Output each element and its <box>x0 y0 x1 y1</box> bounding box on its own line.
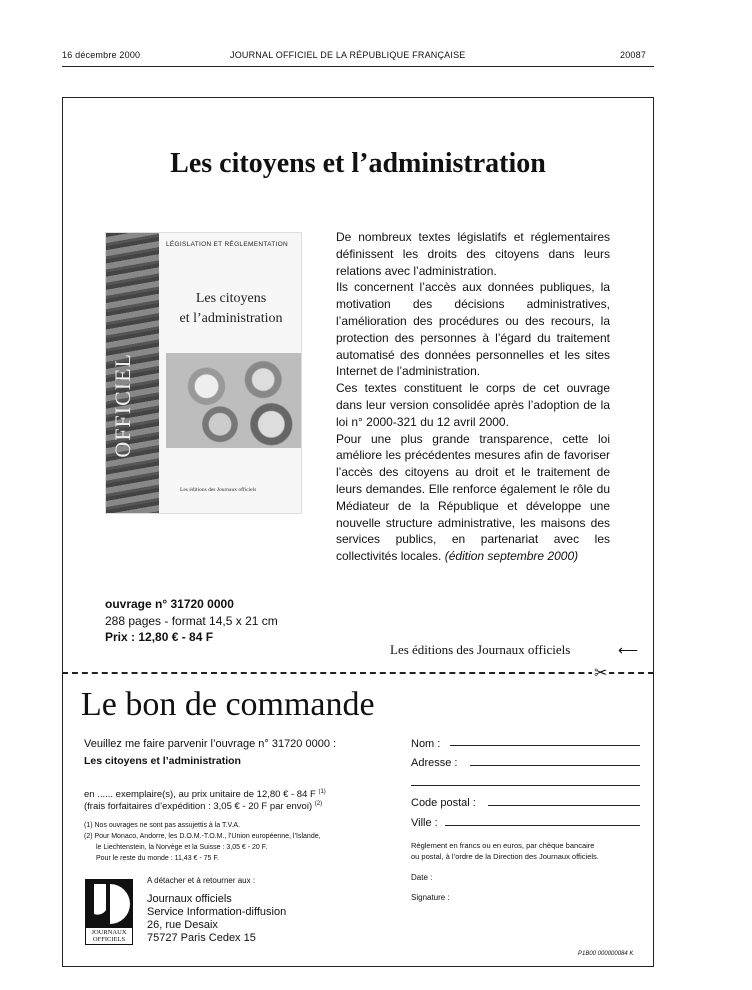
order-form-title: Le bon de commande <box>81 686 375 723</box>
description-paragraph-text: Pour une plus grande transparence, cette loi améliore les précédentes mesures afin de favoriser l’accès des citoyens au droit et le traitement de leurs demandes. Elle renforce également le rôle du Médiateur de la République et développe une nouvelle structure administrative, les maisons des services publics, en partenariat avec les collectivités locales. <box>336 431 610 564</box>
header-date: 16 décembre 2000 <box>62 50 141 60</box>
book-cover-image <box>105 232 302 514</box>
code-postal-field[interactable] <box>488 805 640 806</box>
adresse-field[interactable] <box>470 765 640 766</box>
scissors-icon: ✂ <box>594 665 608 682</box>
order-request-line: Veuillez me faire parvenir l’ouvrage n° 31720 0000 : <box>84 738 337 750</box>
code-postal-label: Code postal : <box>411 797 476 809</box>
signature-label: Signature : <box>411 893 450 902</box>
date-label: Date : <box>411 873 433 882</box>
book-cover-title-line1: Les citoyens <box>195 291 267 306</box>
payment-instructions: Règlement en francs ou en euros, par chèque bancaire <box>411 841 595 850</box>
ad-title: Les citoyens et l’administration <box>170 148 546 179</box>
jo-logo-icon <box>86 880 132 928</box>
description-paragraph <box>336 431 610 565</box>
logo-text-line2: OFFICIELS <box>92 936 126 943</box>
header-page-number: 20087 <box>620 50 647 60</box>
book-cover-series: LÉGISLATION ET RÉGLEMENTATION <box>166 241 288 248</box>
footnote-2-line2: le Liechtenstein, la Norvège et la Suisse : 3,05 € - 20 F. <box>96 844 268 851</box>
address-line: 26, rue Desaix <box>147 919 218 931</box>
header-rule <box>62 66 654 67</box>
address-line: 75727 Paris Cedex 15 <box>147 932 256 944</box>
ouvrage-format: 288 pages - format 14,5 x 21 cm <box>105 613 278 628</box>
ouvrage-info <box>105 596 278 646</box>
logo-text-line1: JOURNAUX <box>91 929 127 936</box>
edition-note: (édition septembre 2000) <box>444 549 579 564</box>
return-address <box>147 893 286 945</box>
order-shipping-text: (frais forfaitaires d’expédition : 3,05 € - 20 F par envoi) <box>84 801 313 813</box>
payment-instructions-line2: ou postal, à l’ordre de la Direction des Journaux officiels. <box>411 852 599 861</box>
ville-field[interactable] <box>445 825 640 826</box>
arrow-left-icon: ⟵ <box>618 642 639 658</box>
book-cover-title <box>161 289 301 329</box>
book-cover-publisher: Les éditions des Journaux officiels <box>180 487 257 493</box>
order-copies-line <box>84 789 326 800</box>
description-paragraph: De nombreux textes législatifs et réglementaires définissent les droits des citoyens dans leurs relations avec l’administration. <box>336 230 610 278</box>
footnote-2-line3: Pour le reste du monde : 11,43 € - 75 F. <box>96 855 219 862</box>
order-book-title: Les citoyens et l’administration <box>84 755 241 767</box>
book-spine-text: OFFICIEL <box>110 353 135 458</box>
detach-label: A détacher et à retourner aux : <box>147 876 256 885</box>
footnote-1: (1) Nos ouvrages ne sont pas assujettis à la T.V.A. <box>84 822 241 829</box>
adresse-label: Adresse : <box>411 757 458 769</box>
order-copies-footnote-ref: (1) <box>318 789 326 795</box>
header-journal-title: JOURNAL OFFICIEL DE LA RÉPUBLIQUE FRANÇAISE <box>230 50 466 60</box>
nom-field[interactable] <box>450 745 640 746</box>
nom-label: Nom : <box>411 738 441 750</box>
logo-text <box>87 929 131 943</box>
order-shipping-footnote-ref: (2) <box>314 801 323 807</box>
ouvrage-number: ouvrage n° 31720 0000 <box>105 597 234 611</box>
description-paragraph: Ces textes constituent le corps de cet ouvrage dans leur version consolidée après l’adoption de la loi n° 2000-321 du 12 avril 2000. <box>336 381 610 429</box>
adresse-field-line2[interactable] <box>411 785 640 786</box>
footnote-2: (2) Pour Monaco, Andorre, les D.O.M.-T.O.M., l’Union européenne, l’Islande, <box>84 833 321 840</box>
journaux-officiels-logo <box>85 879 133 945</box>
order-shipping-line <box>84 801 322 812</box>
ville-label: Ville : <box>411 817 438 829</box>
address-line: Journaux officiels <box>147 893 232 905</box>
book-spine <box>106 233 159 513</box>
cut-line <box>62 672 654 674</box>
reference-code: P1B00 000000084 K <box>578 951 634 957</box>
book-cover-photo <box>166 353 301 448</box>
book-cover-title-line2: et l’administration <box>179 311 283 326</box>
address-line: Service Information-diffusion <box>147 906 287 918</box>
ad-description <box>336 229 610 565</box>
ouvrage-price: Prix : 12,80 € - 84 F <box>105 630 214 644</box>
publisher-name: Les éditions des Journaux officiels <box>390 642 571 657</box>
order-copies-text: en ...... exemplaire(s), au prix unitaire de 12,80 € - 84 F <box>84 789 316 801</box>
description-paragraph: Ils concernent l’accès aux données publiques, la motivation des décisions administratives, l’amélioration des procédures ou des recours, la protection des personnes à l’égard du traitement automatisé des données personnelles et les sites Internet de l’administration. <box>336 280 610 379</box>
